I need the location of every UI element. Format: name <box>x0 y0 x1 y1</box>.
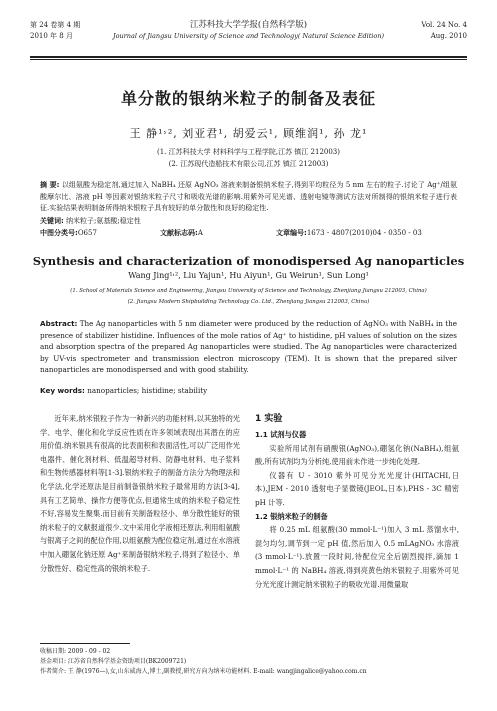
affiliations-zh <box>0 146 497 170</box>
article-number-label: 文章编号: <box>276 229 307 237</box>
author-bio: 作者简介: 王 静(1976—),女,山东威海人,博士,副教授,研究方向为纳米功能材料. E-mail: wangjingalice@yahoo.com.cn <box>40 668 367 675</box>
journal-name-zh: 江苏科技大学学报(自然科学版) <box>189 20 308 30</box>
article-number-value: 1673 - 4807(2010)04 - 0350 - 03 <box>306 229 422 237</box>
affiliations-en <box>0 286 497 308</box>
volume-en: Vol. 24 No. 4 <box>421 21 467 29</box>
footnote <box>40 647 467 677</box>
classification-row <box>40 228 457 240</box>
clc-value: O657 <box>77 229 97 237</box>
header-right <box>421 20 467 42</box>
header-rule-thin <box>30 59 467 60</box>
affiliation-zh-1: (1. 江苏科技大学 材料科学与工程学院,江苏 镇江 212003) <box>157 148 340 156</box>
article-number-field <box>276 228 422 240</box>
date-zh: 2010 年 8 月 <box>30 32 73 40</box>
keywords-en-text: nanoparticles; histidine; stability <box>87 386 208 395</box>
paper-title-zh: 单分散的银纳米粒子的制备及表征 <box>120 89 376 108</box>
running-header <box>30 20 467 60</box>
paper-title-en: Synthesis and characterization of monodispersed Ag nanoparticles <box>32 254 465 268</box>
reagents-paragraph: 实验所用试剂有硝酸银(AgNO₃),硼氢化钠(NaBH₄),组氨酸,所有试剂均为分析纯,使用前未作进一步纯化处理. <box>255 443 459 467</box>
date-en: Aug. 2010 <box>430 32 467 40</box>
clc-field <box>40 228 97 240</box>
preparation-paragraph: 将 0.25 mL 组氨酸(30 mmol·L⁻¹)加入 3 mL 蒸馏水中,混匀均匀,调节到一定 pH 值,然后加入 0.5 mLAgNO₃ 水溶液(3 mmol·L⁻¹).放置一段时间,待配位完全后剧烈搅拌,滴加 1 mmol·L⁻¹ 的 NaBH₄ 溶液,得到亮黄色纳米银粒子.用紫外可见分光光度计测定纳米银粒子的吸收光谱.用微量取 <box>255 525 459 589</box>
abstract-en-label: Abstract: <box>40 319 78 328</box>
abstract-en <box>40 318 457 376</box>
abstract-en-text: The Ag nanoparticles with 5 nm diameter were produced by the reduction of AgNO₃ with NaBH₄ in the presence of stabilizer histidine. Influences of the mole ratios of Ag⁺ to histidine, pH values of solution on the sizes and absorption spectra of the prepared Ag nanoparticles were studied. The Ag nanoparticles were characterized by UV-vis spectrometer and transmission electron microscopy (TEM). It is shown that the prepared silver nanoparticles are monodispersed and with good stability. <box>40 319 457 374</box>
header-center <box>30 20 467 42</box>
section-heading-experiment: 1 实验 <box>255 414 283 424</box>
fund-info: 基金项目: 江苏省自然科学基金资助项目(BK2009721) <box>40 658 187 665</box>
abstract-zh-label: 摘 要: <box>40 181 60 189</box>
affiliation-en-2: (2. Jiangsu Modern Shipbuilding Technology Co. Ltd., Zhenjiang Jiangsu 212003, China) <box>127 299 370 305</box>
keywords-en <box>40 385 457 397</box>
abstract-zh-text: 以组氨酸为稳定剂,通过加入 NaBH₄ 还原 AgNO₃ 溶液来制备银纳米粒子,得到平均粒径为 5 nm 左右的粒子.讨论了 Ag⁺/组氨酸摩尔比、溶液 pH 等因素对银纳米粒子尺寸和吸收光谱的影响.用紫外可见光谱、透射电镜等测试方法对所制得的银纳米粒子进行表征.实验结果表明制备所得纳米银粒子具有较好的单分散性和良好的稳定性. <box>40 181 457 212</box>
header-rule-thick <box>30 56 467 58</box>
authors-zh: 王 静¹˒², 刘亚君¹, 胡爱云¹, 顾维润¹, 孙 龙¹ <box>129 127 368 140</box>
doc-code-label: 文献标志码: <box>160 229 198 237</box>
subsection-heading-preparation: 1.2 银纳米粒子的制备 <box>255 511 328 521</box>
clc-label: 中图分类号: <box>40 229 78 237</box>
doc-code-field <box>160 228 203 240</box>
received-date: 收稿日期: 2009 - 09 - 02 <box>40 648 111 655</box>
body-column-right <box>255 412 459 591</box>
keywords-zh <box>40 216 457 228</box>
abstract-zh <box>40 180 457 215</box>
affiliation-en-1: (1. School of Materials Science and Engineering, Jiangsu University of Science and Technology, Zhenjiang Jiangsu 212003, China) <box>70 288 427 294</box>
authors-en: Wang Jing¹˒², Liu Yajun¹, Hu Aiyun¹, Gu Weirun¹, Sun Long¹ <box>128 271 369 280</box>
instruments-paragraph: 仪器有 U - 3010 紫外可见分光光度计(HITACHI,日本),JEM - 2010 透射电子显微镜(JEOL,日本),PHS - 3C 精密 pH 计等. <box>255 470 459 507</box>
subsection-heading-reagents: 1.1 试剂与仪器 <box>255 430 307 439</box>
affiliation-zh-2: (2. 江苏现代造船技术有限公司,江苏 镇江 212003) <box>168 160 329 168</box>
body-column-left <box>40 412 240 575</box>
keywords-zh-text: 纳米粒子;氨基酸;稳定性 <box>66 217 141 225</box>
doc-code-value: A <box>197 229 203 237</box>
keywords-zh-label: 关键词: <box>40 217 64 225</box>
footnote-rule <box>40 643 130 644</box>
intro-paragraph: 近年来,纳米银粒子作为一种新兴的功能材料,以其独特的光学、电学、催化和化学反应性质在许多领域表现出其潜在的应用价值.纳米银具有很高的比表面积和表面活性,可以广泛用作光电器件、催化剂材料、低温超导材料、防静电材料、电子浆料和生物传感器材料等[1-3].银纳米粒子的制备方法分为物理法和化学法,化学还原法是目前制备银纳米粒子最常用的方法[3-4],具有工艺简单、操作方便等优点,但通常生成的纳米粒子稳定性不好,容易发生聚集.而目前有关制备粒径小、单分散性能好的银纳米粒子的文献报道很少.文中采用化学液相还原法,利用组氨酸与银离子之间的配位作用,以组氨酸为配位稳定剂,通过在水溶液中加入硼氢化钠还原 Ag⁺来制备银纳米粒子,得到了粒径小、单分散性好、稳定性高的银纳米粒子. <box>40 414 240 573</box>
keywords-en-label: Key words: <box>40 386 85 395</box>
issue-zh: 第 24 卷第 4 期 <box>30 21 81 29</box>
journal-name-en: Journal of Jiangsu University of Science and Technology( Natural Science Edition) <box>112 32 385 40</box>
